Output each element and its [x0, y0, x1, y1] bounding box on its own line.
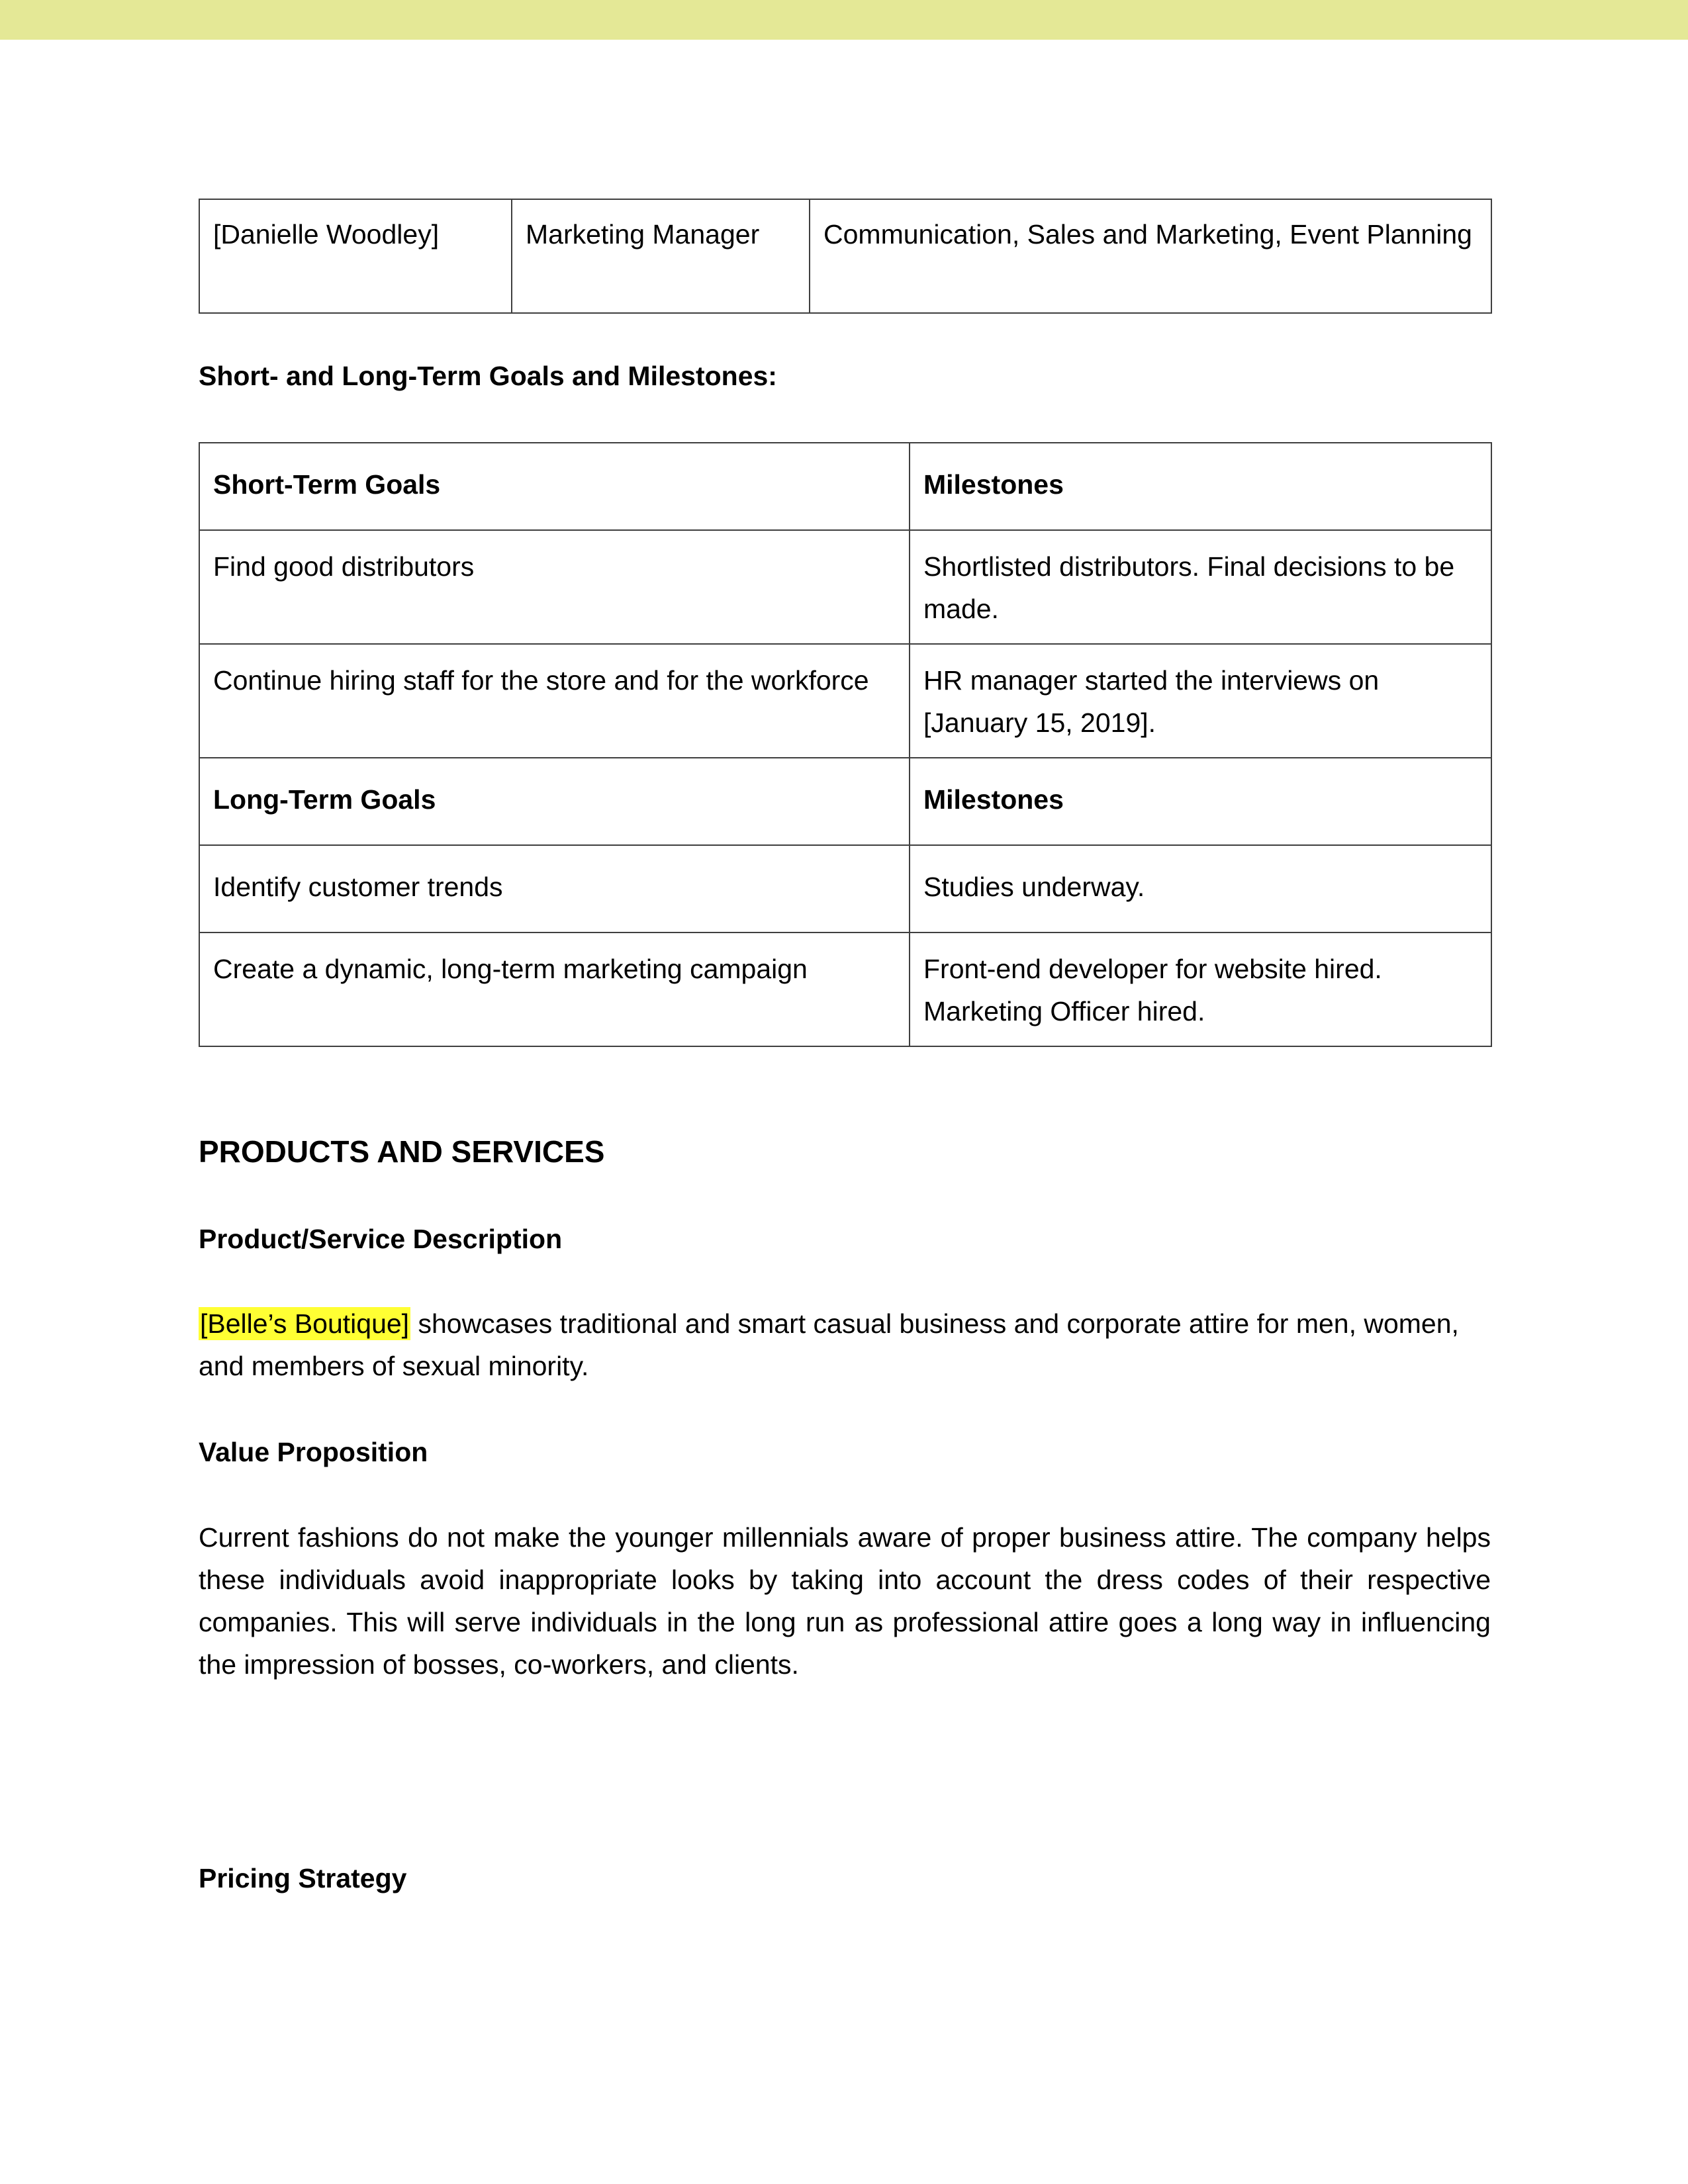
- team-member-name: [Danielle Woodley]: [199, 199, 512, 313]
- section-title: PRODUCTS AND SERVICES: [199, 1134, 605, 1169]
- milestone-cell: Front-end developer for website hired. Marketing Officer hired.: [910, 933, 1491, 1046]
- long-term-milestones-header: Milestones: [910, 758, 1491, 845]
- milestone-cell: HR manager started the interviews on [January 15, 2019].: [910, 644, 1491, 758]
- company-name-highlight: [Belle’s Boutique]: [200, 1308, 410, 1339]
- table-row: [199, 845, 1491, 933]
- goal-cell: Find good distributors: [199, 530, 910, 644]
- team-member-position: Marketing Manager: [512, 199, 810, 313]
- header-band: [0, 0, 1688, 40]
- table-row: [199, 758, 1491, 845]
- value-proposition-paragraph: Current fashions do not make the younger millennials aware of proper business attire. The company helps these individuals avoid inappropriate looks by taking into account the dress codes of their respective companies. This will serve individuals in the long run as professional attire goes a long way in influencing the impression of bosses, co-workers, and clients.: [199, 1522, 1491, 1680]
- short-term-milestones-header: Milestones: [910, 443, 1491, 530]
- value-proposition-heading: Value Proposition: [199, 1437, 428, 1467]
- team-member-skills: Communication, Sales and Marketing, Event Planning: [810, 199, 1491, 313]
- team-table: [199, 199, 1492, 314]
- goal-cell: Create a dynamic, long-term marketing campaign: [199, 933, 910, 1046]
- goal-cell: Continue hiring staff for the store and for the workforce: [199, 644, 910, 758]
- short-term-goals-header: Short-Term Goals: [199, 443, 910, 530]
- table-row: [199, 644, 1491, 758]
- table-row: [199, 443, 1491, 530]
- milestone-cell: Shortlisted distributors. Final decisions to be made.: [910, 530, 1491, 644]
- description-text: showcases traditional and smart casual business and corporate attire for men, women, and members of sexual minority.: [199, 1308, 1459, 1381]
- table-row: [199, 199, 1491, 313]
- description-paragraph: [199, 1302, 1491, 1387]
- description-heading: Product/Service Description: [199, 1224, 563, 1254]
- goals-heading: Short- and Long-Term Goals and Milestones:: [199, 361, 777, 391]
- table-row: [199, 933, 1491, 1046]
- table-row: [199, 530, 1491, 644]
- pricing-strategy-heading: Pricing Strategy: [199, 1863, 407, 1893]
- milestone-cell: Studies underway.: [910, 845, 1491, 933]
- goals-table: [199, 442, 1492, 1047]
- goal-cell: Identify customer trends: [199, 845, 910, 933]
- long-term-goals-header: Long-Term Goals: [199, 758, 910, 845]
